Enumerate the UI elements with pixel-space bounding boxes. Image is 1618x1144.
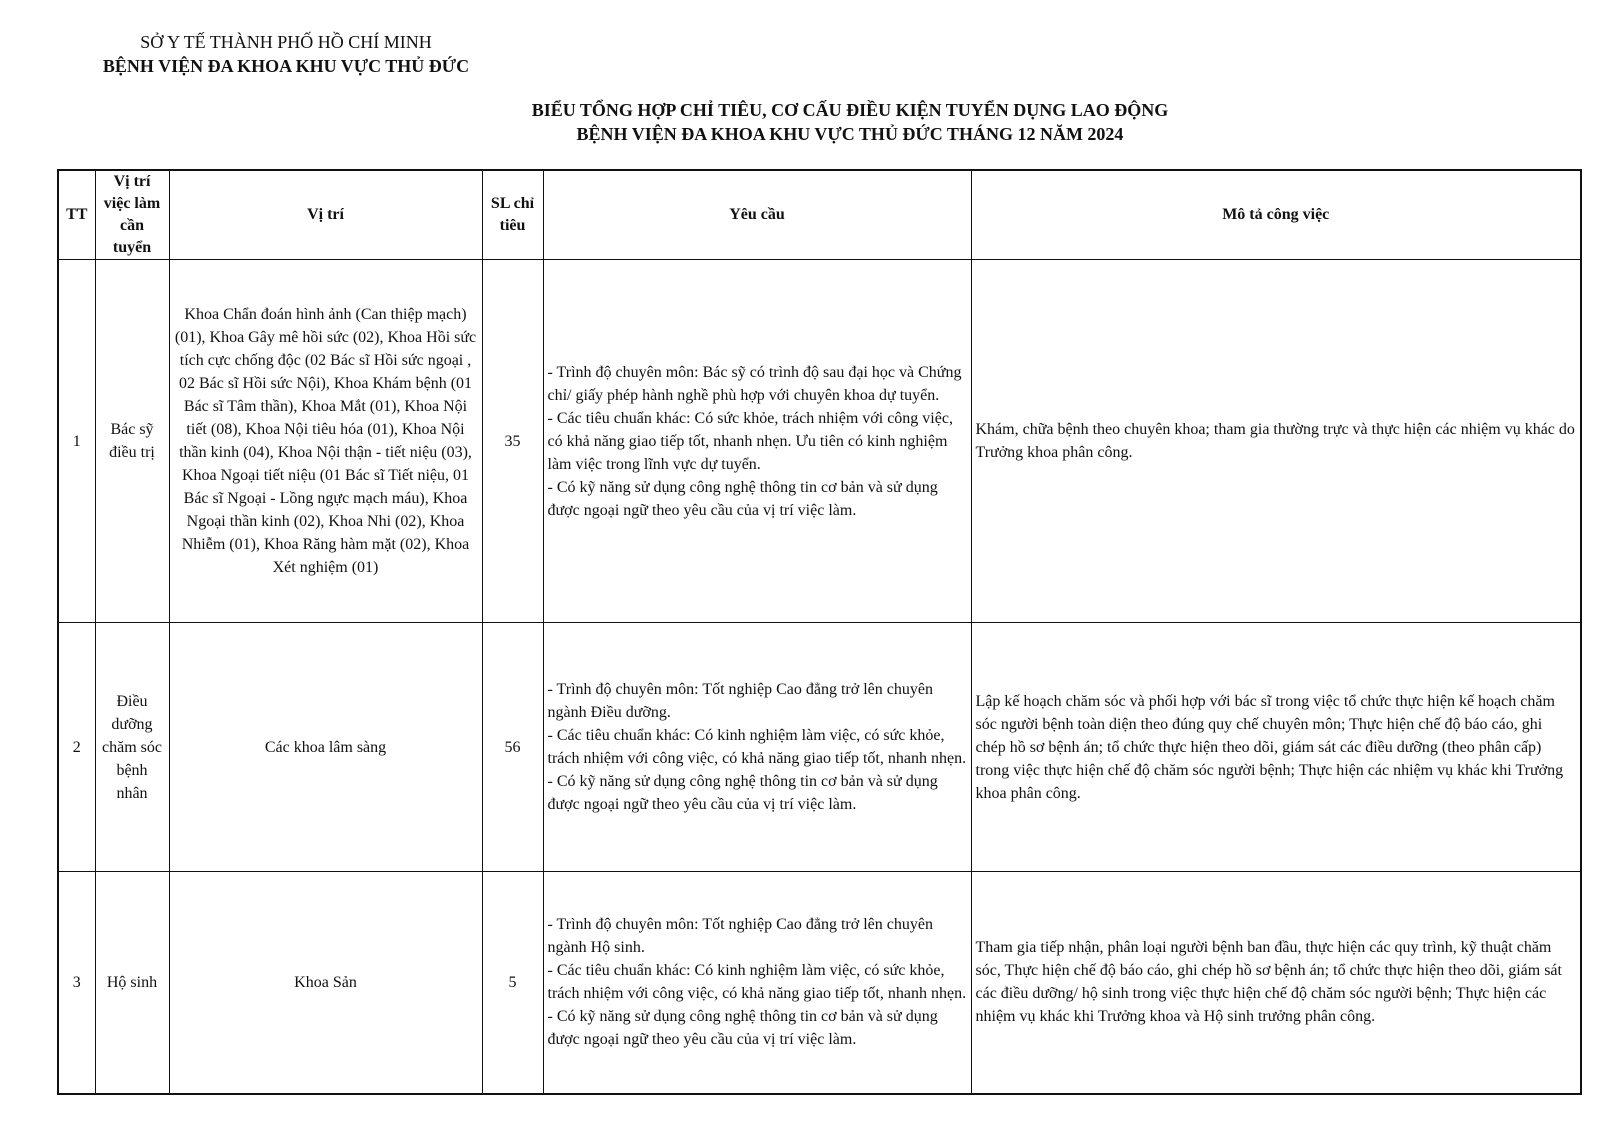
row-job: Điều dưỡng chăm sóc bệnh nhân [95,623,169,872]
row-requirements [543,623,971,872]
title-line-1: BIỂU TỔNG HỢP CHỈ TIÊU, CƠ CẤU ĐIỀU KIỆN TUYỂN DỤNG LAO ĐỘNG [531,100,1169,120]
document-title [300,98,1400,146]
requirement-skills: - Có kỹ năng sử dụng công nghệ thông tin cơ bản và sử dụng được ngoại ngữ theo yêu cầu của vị trí việc làm. [547,1008,938,1049]
requirement-qualification: - Trình độ chuyên môn: Tốt nghiệp Cao đẳng trở lên chuyên ngành Điều dưỡng. [547,681,933,721]
table-row [58,872,1581,1094]
header-position: Vị trí [169,170,482,260]
requirement-skills: - Có kỹ năng sử dụng công nghệ thông tin cơ bản và sử dụng được ngoại ngữ theo yêu cầu của vị trí việc làm. [547,773,938,813]
department-name: SỞ Y TẾ THÀNH PHỐ HỒ CHÍ MINH [140,32,432,52]
title-line-2: BỆNH VIỆN ĐA KHOA KHU VỰC THỦ ĐỨC THÁNG 12 NĂM 2024 [576,124,1124,144]
row-description: Tham gia tiếp nhận, phân loại người bệnh ban đầu, thực hiện các quy trình, kỹ thuật chăm sóc, Thực hiện chế độ báo cáo, ghi chép hồ sơ bệnh án; tổ chức thực hiện theo dõi, giám sát các điều dưỡng/ hộ sinh trong việc thực hiện chế độ chăm sóc người bệnh; Thực hiện các nhiệm vụ khác khi Trưởng khoa và Hộ sinh trưởng phân công. [971,872,1581,1094]
table-row [58,623,1581,872]
requirement-other: - Các tiêu chuẩn khác: Có sức khỏe, trách nhiệm với công việc, có khả năng giao tiếp tốt, nhanh nhẹn. Ưu tiên có kinh nghiệm làm việc trong lĩnh vực dự tuyển. [547,409,953,473]
row-quota: 56 [482,623,543,872]
table-row [58,260,1581,623]
header-quota: SL chỉ tiêu [482,170,543,260]
header-tt: TT [58,170,95,260]
row-position: Khoa Sản [169,872,482,1094]
row-requirements [543,872,971,1094]
header-requirements: Yêu cầu [543,170,971,260]
requirement-other: - Các tiêu chuẩn khác: Có kinh nghiệm làm việc, có sức khỏe, trách nhiệm với công việc, có khả năng giao tiếp tốt, nhanh nhẹn. [547,727,967,767]
header-row [58,170,1581,260]
hospital-name: BỆNH VIỆN ĐA KHOA KHU VỰC THỦ ĐỨC [102,56,470,76]
row-requirements [543,260,971,623]
row-position: Các khoa lâm sàng [169,623,482,872]
row-job: Bác sỹ điều trị [95,260,169,623]
row-position: Khoa Chẩn đoán hình ảnh (Can thiệp mạch) (01), Khoa Gây mê hồi sức (02), Khoa Hồi sức tích cực chống độc (02 Bác sĩ Hồi sức ngoại , 02 Bác sĩ Hồi sức Nội), Khoa Khám bệnh (01 Bác sĩ Tâm thần), Khoa Mắt (01), Khoa Nội tiết (08), Khoa Nội tiêu hóa (01), Khoa Nội thần kinh (04), Khoa Nội thận - tiết niệu (03), Khoa Ngoại tiết niệu (01 Bác sĩ Tiết niệu, 01 Bác sĩ Ngoại - Lồng ngực mạch máu), Khoa Ngoại thần kinh (02), Khoa Nhi (02), Khoa Nhiễm (01), Khoa Răng hàm mặt (02), Khoa Xét nghiệm (01) [169,260,482,623]
row-tt: 3 [58,872,95,1094]
requirement-skills: - Có kỹ năng sử dụng công nghệ thông tin cơ bản và sử dụng được ngoại ngữ theo yêu cầu của vị trí việc làm. [547,478,938,519]
row-tt: 2 [58,623,95,872]
row-tt: 1 [58,260,95,623]
requirement-qualification: - Trình độ chuyên môn: Bác sỹ có trình độ sau đại học và Chứng chỉ/ giấy phép hành nghề phù hợp với chuyên khoa dự tuyển. [547,363,962,404]
requirement-qualification: - Trình độ chuyên môn: Tốt nghiệp Cao đẳng trở lên chuyên ngành Hộ sinh. [547,916,933,957]
requirement-other: - Các tiêu chuẩn khác: Có kinh nghiệm làm việc, có sức khỏe, trách nhiệm với công việc, có khả năng giao tiếp tốt, nhanh nhẹn. [547,962,967,1003]
header-description: Mô tả công việc [971,170,1581,260]
row-description: Lập kế hoạch chăm sóc và phối hợp với bác sĩ trong việc tổ chức thực hiện kế hoạch chăm sóc người bệnh toàn diện theo đúng quy chế chuyên môn; Thực hiện chế độ báo cáo, ghi chép hồ sơ bệnh án; tổ chức thực hiện theo dõi, giám sát các điều dưỡng (theo phân cấp) trong việc thực hiện chế độ chăm sóc người bệnh; Thực hiện các nhiệm vụ khác khi Trưởng khoa phân công. [971,623,1581,872]
recruitment-table [57,169,1582,1095]
row-job: Hộ sinh [95,872,169,1094]
row-description: Khám, chữa bệnh theo chuyên khoa; tham gia thường trực và thực hiện các nhiệm vụ khác do Trưởng khoa phân công. [971,260,1581,623]
organization-header [86,30,486,78]
header-job: Vị trí việc làm cần tuyển [95,170,169,260]
row-quota: 5 [482,872,543,1094]
row-quota: 35 [482,260,543,623]
